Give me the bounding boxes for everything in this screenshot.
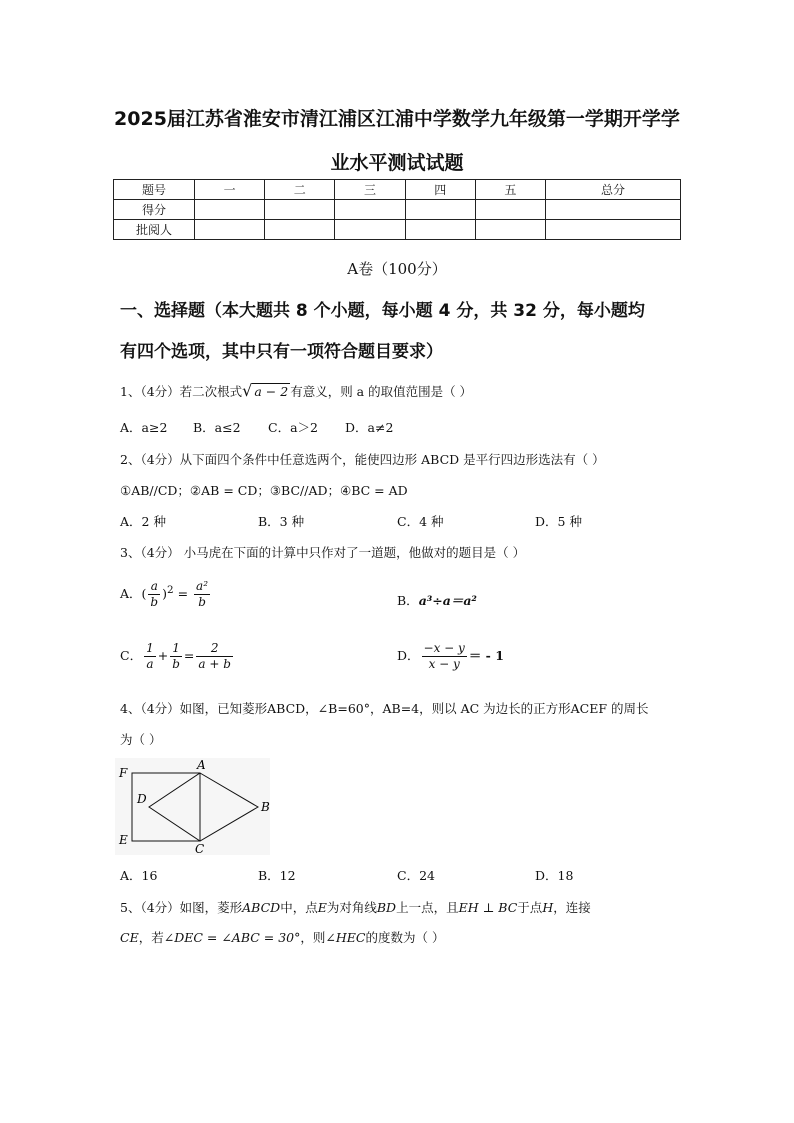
question-2-conditions: ①AB//CD；②AB = CD；③BC//AD；④BC = AD (120, 483, 408, 498)
rhombus-square-figure (115, 758, 275, 858)
question-2: 2、（4分）从下面四个条件中任意选两个，能使四边形 ABCD 是平行四边形选法有（ ） (120, 452, 605, 467)
question-1-prefix: 1、（4分）若二次根式 (120, 384, 243, 399)
fraction (194, 579, 210, 610)
question-1-option-a[interactable]: A．a≥2 (120, 420, 168, 435)
text: ，则 (300, 930, 326, 945)
label-e: E (119, 833, 128, 847)
table-cell: 得分 (114, 200, 195, 220)
question-5-line-2 (120, 928, 444, 946)
table-cell: 四 (405, 180, 475, 200)
text: 5、（4分）如图，菱形 (120, 900, 243, 915)
text: 上一点，且 (396, 900, 459, 915)
option-label: C． (120, 648, 143, 663)
score-input-cell[interactable] (265, 200, 335, 220)
sqrt-symbol: √ (242, 381, 253, 400)
table-cell: 题号 (114, 180, 195, 200)
text: 中，点 (280, 900, 318, 915)
score-input-cell[interactable] (195, 200, 265, 220)
text: 为对角线 (326, 900, 377, 915)
fraction (144, 641, 156, 672)
math: ∠HEC (325, 930, 366, 945)
score-table (113, 179, 681, 240)
question-3: 3、（4分） 小马虎在下面的计算中只作对了一道题，他做对的题目是（ ） (120, 545, 526, 560)
question-4-line-1: 4、（4分）如图，已知菱形ABCD，∠B=60°，AB=4，则以 AC 为边长的正方形ACEF 的周长 (120, 701, 649, 716)
table-cell: 二 (265, 180, 335, 200)
denominator: a (146, 657, 154, 671)
score-input-cell[interactable] (546, 200, 681, 220)
text: ，连接 (553, 900, 591, 915)
numerator: 1 (170, 641, 182, 657)
label-a: A (197, 758, 206, 772)
text: ，若 (138, 930, 164, 945)
score-table-row (114, 220, 681, 240)
question-1-radicand: a − 2 (254, 384, 289, 399)
score-input-cell[interactable] (475, 220, 545, 240)
question-4-option-a[interactable]: A．16 (120, 868, 158, 883)
question-1-suffix: 有意义，则 a 的取值范围是（ ） (290, 384, 473, 399)
question-1-option-c[interactable]: C．a＞2 (268, 420, 318, 435)
denominator: b (150, 595, 159, 609)
score-input-cell[interactable] (405, 200, 475, 220)
math: CE (120, 930, 139, 945)
question-3-option-a[interactable]: A．( $\frac{a}{b}$ )$^2$ = $\frac{\text{a²}}{b}$ (120, 579, 209, 609)
math: H (542, 900, 554, 915)
fraction (422, 641, 467, 672)
question-3-option-c[interactable]: C． $\frac{1}{a}$ + $\frac{1}{b}$ = $\frac{2}{a + b}$ (120, 641, 231, 671)
table-cell: 批阅人 (114, 220, 195, 240)
question-3-option-d[interactable] (397, 641, 504, 672)
option-label: B． (397, 593, 419, 608)
numerator: 1 (146, 641, 154, 655)
math: ∠DEC = ∠ABC = 30° (163, 930, 301, 945)
score-input-cell[interactable] (265, 220, 335, 240)
question-2-option-d[interactable]: D．5 种 (535, 514, 582, 529)
math: ABCD (242, 900, 281, 915)
option-expression: a³÷a＝a² (418, 593, 477, 608)
table-cell: 一 (195, 180, 265, 200)
denominator: x − y (428, 657, 460, 671)
numerator: 2 (196, 641, 233, 657)
question-4-line-2: 为（ ） (120, 732, 162, 747)
score-input-cell[interactable] (405, 220, 475, 240)
denominator: b (198, 595, 206, 609)
text: 于点 (517, 900, 543, 915)
score-input-cell[interactable] (195, 220, 265, 240)
math: E (317, 900, 327, 915)
numerator: a² (196, 579, 209, 593)
numerator: a (148, 579, 160, 595)
text: 的度数为（ ） (365, 930, 445, 945)
table-cell: 三 (335, 180, 405, 200)
math: BD (376, 900, 397, 915)
denominator: b (172, 657, 180, 671)
title-line-2: 业水平测试试题 (330, 152, 464, 174)
score-input-cell[interactable] (335, 200, 405, 220)
section-1-heading-line-1: 一、选择题（本大题共 8 个小题，每小题 4 分，共 32 分，每小题均 (120, 301, 645, 321)
table-cell: 总分 (546, 180, 681, 200)
math: EH ⊥ BC (458, 900, 518, 915)
score-table-row (114, 200, 681, 220)
score-input-cell[interactable] (546, 220, 681, 240)
fraction (170, 641, 182, 672)
option-label: D． (397, 648, 420, 663)
question-2-option-a[interactable]: A．2 种 (120, 514, 166, 529)
title-line-1: 2025届江苏省淮安市清江浦区江浦中学数学九年级第一学期开学学 (114, 108, 680, 130)
numerator: −x − y (423, 641, 465, 655)
fraction (196, 641, 233, 672)
label-f: F (119, 766, 128, 780)
question-4-option-b[interactable]: B．12 (258, 868, 296, 883)
score-input-cell[interactable] (475, 200, 545, 220)
question-1-option-b[interactable]: B．a≤2 (193, 420, 241, 435)
table-cell: 五 (475, 180, 545, 200)
question-4-option-d[interactable]: D．18 (535, 868, 574, 883)
option-label: A． (120, 586, 142, 601)
question-2-option-b[interactable]: B．3 种 (258, 514, 305, 529)
label-b: B (261, 800, 270, 814)
question-5-line-1 (120, 898, 591, 916)
fraction (148, 579, 160, 610)
option-rhs: ＝ - 1 (468, 648, 504, 663)
question-3-option-b[interactable] (397, 591, 477, 609)
section-1-heading-line-2: 有四个选项，其中只有一项符合题目要求） (120, 342, 443, 362)
label-d: D (137, 792, 147, 806)
denominator: a + b (198, 657, 231, 671)
question-4-option-c[interactable]: C．24 (397, 868, 435, 883)
exponent: 2 (167, 583, 174, 596)
score-input-cell[interactable] (335, 220, 405, 240)
question-1-option-d[interactable]: D．a≠2 (345, 420, 394, 435)
question-1 (120, 381, 472, 400)
volume-label: A卷（100分） (347, 260, 447, 278)
label-c: C (195, 842, 205, 856)
question-2-option-c[interactable]: C．4 种 (397, 514, 444, 529)
score-table-header-row (114, 180, 681, 200)
